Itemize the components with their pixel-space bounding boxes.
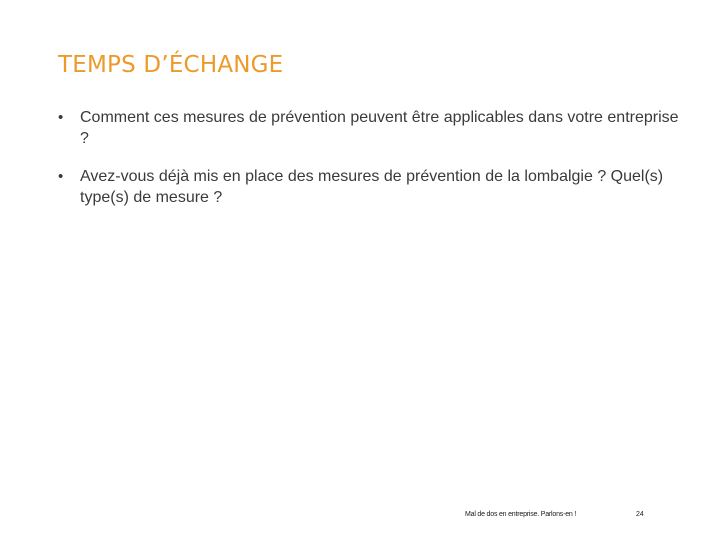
bullet-marker: • — [58, 168, 64, 185]
bullet-item — [58, 166, 688, 208]
bullet-list — [58, 107, 688, 225]
footer-text: Mal de dos en entreprise. Parlons-en ! — [465, 511, 577, 518]
page-number: 24 — [636, 511, 644, 518]
bullet-text: Avez-vous déjà mis en place des mesures de prévention de la lombalgie ? Quel(s) type(s) de mesure ? — [80, 168, 664, 206]
bullet-item — [58, 107, 688, 149]
bullet-text: Comment ces mesures de prévention peuvent être applicables dans votre entreprise ? — [80, 109, 679, 147]
bullet-marker: • — [58, 109, 64, 126]
slide-title: TEMPS D’ÉCHANGE — [58, 52, 284, 78]
